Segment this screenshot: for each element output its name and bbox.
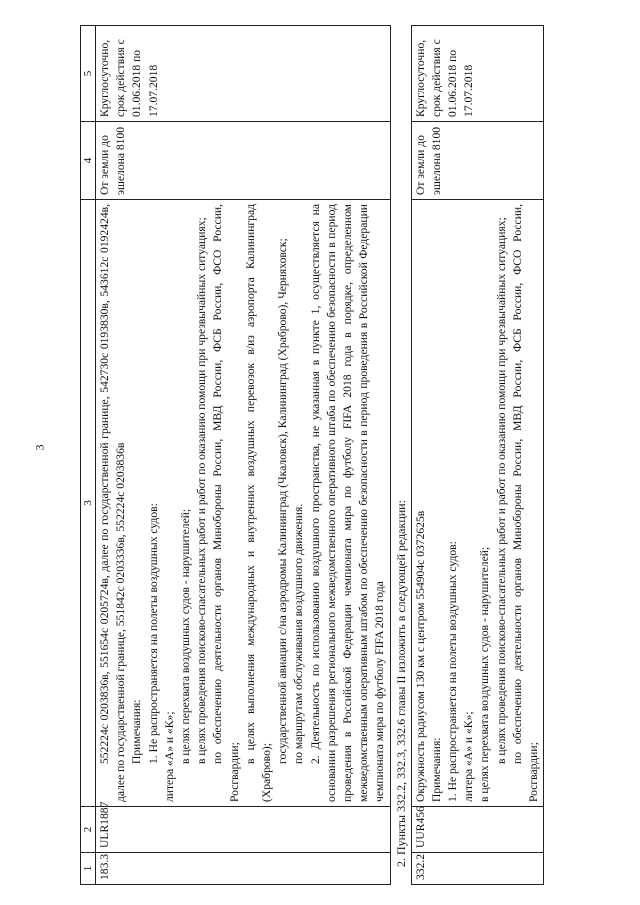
note-1: 1. Не распространяется на полеты воздушных судов: — [146, 503, 160, 764]
header-col-3: 3 — [81, 200, 96, 807]
zone-code: ULR1887 — [96, 807, 391, 853]
note-1b: в целях перехвата воздушных судов - нарушителей; — [179, 508, 193, 764]
notes-title: Примечания: — [429, 737, 443, 802]
note-1b: в целях перехвата воздушных судов - нарушителей; — [478, 546, 492, 802]
activity-time: Круглосуточно, срок действия с 01.06.2018 по 17.07.2018 — [411, 26, 544, 122]
note-1a: литера «А» и «К»; — [462, 711, 476, 802]
header-col-1: 1 — [81, 853, 96, 885]
zone-table-1 — [80, 25, 391, 885]
rotated-content — [80, 25, 540, 885]
row-number: 332.2 — [411, 853, 544, 885]
zone-table-2 — [411, 25, 545, 885]
header-col-4: 4 — [81, 122, 96, 200]
table-row-332-2 — [411, 26, 544, 885]
note-1c: в целях проведения поисково-спасательных работ и работ по оказанию помощи при чрезвычайных ситуациях; — [195, 217, 209, 764]
notes-title: Примечания: — [130, 699, 144, 764]
table-header-row — [81, 26, 96, 885]
zone-description — [411, 200, 544, 807]
table-row-183-3 — [96, 26, 391, 885]
altitude-limits: От земли до эшелона 8100 — [411, 122, 544, 200]
page-number: 3 — [32, 444, 47, 451]
note-1: 1. Не распространяется на полеты воздушных судов: — [446, 541, 460, 802]
note-1g: по маршрутам обслуживания воздушного движения. — [292, 503, 306, 764]
row-number: 183.3 — [96, 853, 391, 885]
zone-code: UUR456 — [411, 807, 544, 853]
activity-time: Круглосуточно, срок действия с 01.06.2018 по 17.07.2018 — [96, 26, 391, 122]
zone-description — [96, 200, 391, 807]
section-heading: 2. Пункты 332.2, 332.3, 332.6 главы II изложить в следующей редакции: — [393, 500, 408, 867]
note-1e: в целях выполнения международных и внутренних воздушных перевозок в/из аэропорта Калининград (Храброво); — [243, 204, 274, 802]
note-1d: по обеспечению деятельности органов Минобороны России, МВД России, ФСБ России, ФСО России, Росгвардии; — [510, 204, 541, 802]
note-1a: литера «А» и «К»; — [162, 711, 176, 802]
note-1d: по обеспечению деятельности органов Минобороны России, МВД России, ФСБ России, ФСО России, Росгвардии; — [211, 204, 241, 802]
note-2: 2. Деятельность по использованию воздушного пространства, не указанная в пункте 1, осуществляется на основании разрешения регионального межведомственного оперативного штаба по обеспечению безопасности в период проведения в Российской Федерации чемпионата мира по футболу FIFA 2018 года в порядке, определенном межведомственным оперативным штабом по обеспечению безопасности в период проведения в Российской Федерации чемпионата мира по футболу FIFA 2018 года — [308, 204, 387, 802]
zone-coordinates: Окружность радиусом 130 км с центром 554904с 0372625в — [413, 510, 427, 802]
header-col-2: 2 — [81, 807, 96, 853]
note-1f: государственной авиации с/на аэродромы Калининград (Чкаловск), Калининград (Храброво), Черняховск; — [276, 238, 290, 764]
header-col-5: 5 — [81, 26, 96, 122]
zone-coordinates: 552224с 0203836в, 551654с 0205724в, далее по государственной границе, 542730с 0193830в, 543612с 0192424в, далее по государственной границе, 551842с 0203336в, 552224с 0203836в — [98, 204, 128, 802]
note-1c: в целях проведения поисково-спасательных работ и работ по оказанию помощи при чрезвычайных ситуациях; — [494, 217, 508, 764]
altitude-limits: От земли до эшелона 8100 — [96, 122, 391, 200]
